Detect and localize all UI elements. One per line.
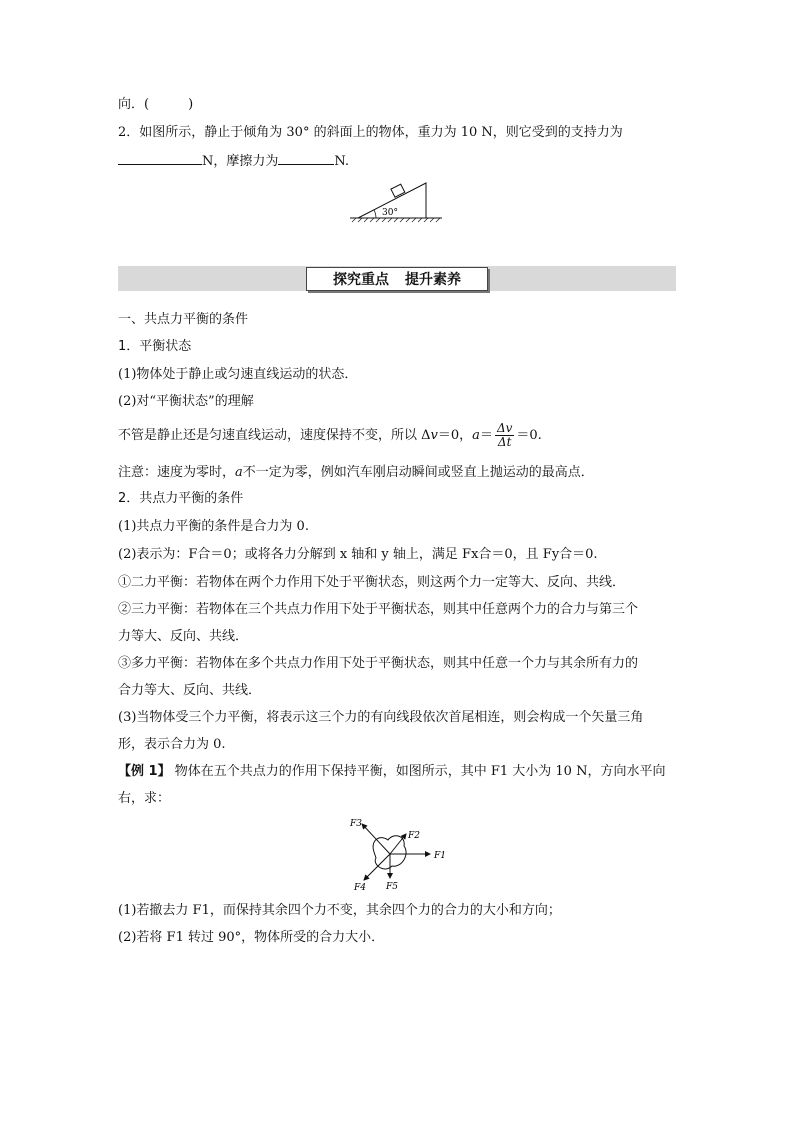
label-f2: F2 [408,831,420,841]
var-v: v [430,428,438,443]
support-force-blank[interactable] [118,152,202,165]
cond-4b: 力等大、反向、共线． [118,629,249,644]
label-f1: F1 [434,851,446,861]
cond-2: (2)表示为：F合＝0；或将各力分解到 x 轴和 y 轴上，满足 Fx合＝0，且 Fy合＝0. [118,547,598,562]
angle-label: 30° [382,208,398,218]
cond-6a: (3)当物体受三个力平衡，将表示这三个力的有向线段依次首尾相连，则会构成一个矢量三角 [118,710,644,725]
example-label: 【例 1】 [118,764,171,779]
section-heading: 一、共点力平衡的条件 [118,312,249,327]
para-3-formula [118,421,542,451]
cond-4a: ②三力平衡：若物体在三个共点力作用下处于平衡状态，则其中任意两个力的合力与第三个 [118,602,639,617]
unit-label-2: N. [334,154,350,169]
cond-5b: 合力等大、反向、共线． [118,683,262,698]
cond-3: ①二力平衡：若物体在两个力作用下处于平衡状态，则这两个力一定等大、反向、共线． [118,575,626,590]
var-a: a [472,428,480,443]
label-f5: F5 [386,882,398,892]
subheading-2: 2．共点力平衡的条件 [118,491,244,506]
text-line-direction: 向．( ) [118,97,194,112]
label-f4: F4 [354,883,366,893]
banner-right-text: 提升素养 [405,272,461,288]
incline-diagram [346,178,446,226]
unit-label-1: N，摩擦力为 [202,154,279,169]
text: 不管是静止还是匀速直线运动，速度保持不变，所以 Δ [118,428,431,443]
fraction-denominator: Δt [497,435,512,449]
force-f2-arrow [390,834,406,854]
fraction [495,422,514,449]
label-f3: F3 [350,819,362,829]
friction-force-blank[interactable] [278,152,334,165]
example-1-line1 [118,763,665,781]
force-f4-arrow [364,854,390,880]
example-text: 物体在五个共点力的作用下保持平衡，如图所示，其中 F1 大小为 10 N，方向水平向 [174,764,666,779]
subheading-1: 1．平衡状态 [118,339,192,354]
text: 注意：速度为零时， [118,465,236,480]
para-1: (1)物体处于静止或匀速直线运动的状态． [118,367,358,382]
question-2: (2)若将 F1 转过 90°，物体所受的合力大小． [118,930,385,945]
cond-6b: 形，表示合力为 0. [118,737,226,752]
var-a: a [235,465,243,480]
question-2-line1: 2．如图所示，静止于倾角为 30° 的斜面上的物体，重力为 10 N，则它受到的支持力为 [118,125,623,140]
note [118,464,594,482]
text: 不一定为零，例如汽车刚启动瞬间或竖直上抛运动的最高点． [242,465,594,480]
banner-left-text: 探究重点 [333,272,389,288]
force-diagram [344,812,454,896]
cond-1: (1)共点力平衡的条件是合力为 0. [118,519,309,534]
para-2: (2)对“平衡状态”的理解 [118,394,254,409]
question-1: (1)若撤去力 F1，而保持其余四个力不变，其余四个力的合力的大小和方向； [118,903,561,918]
fraction-numerator: Δv [496,421,513,435]
cond-5a: ③多力平衡：若物体在多个共点力作用下处于平衡状态，则其中任意一个力与其余所有力的 [118,656,639,671]
section-banner [306,267,488,291]
text: ＝0， [437,428,473,443]
text: ＝0. [516,428,542,443]
text: ＝ [479,428,493,443]
example-1-line2: 右，求： [118,791,171,806]
question-2-line2 [118,152,349,171]
